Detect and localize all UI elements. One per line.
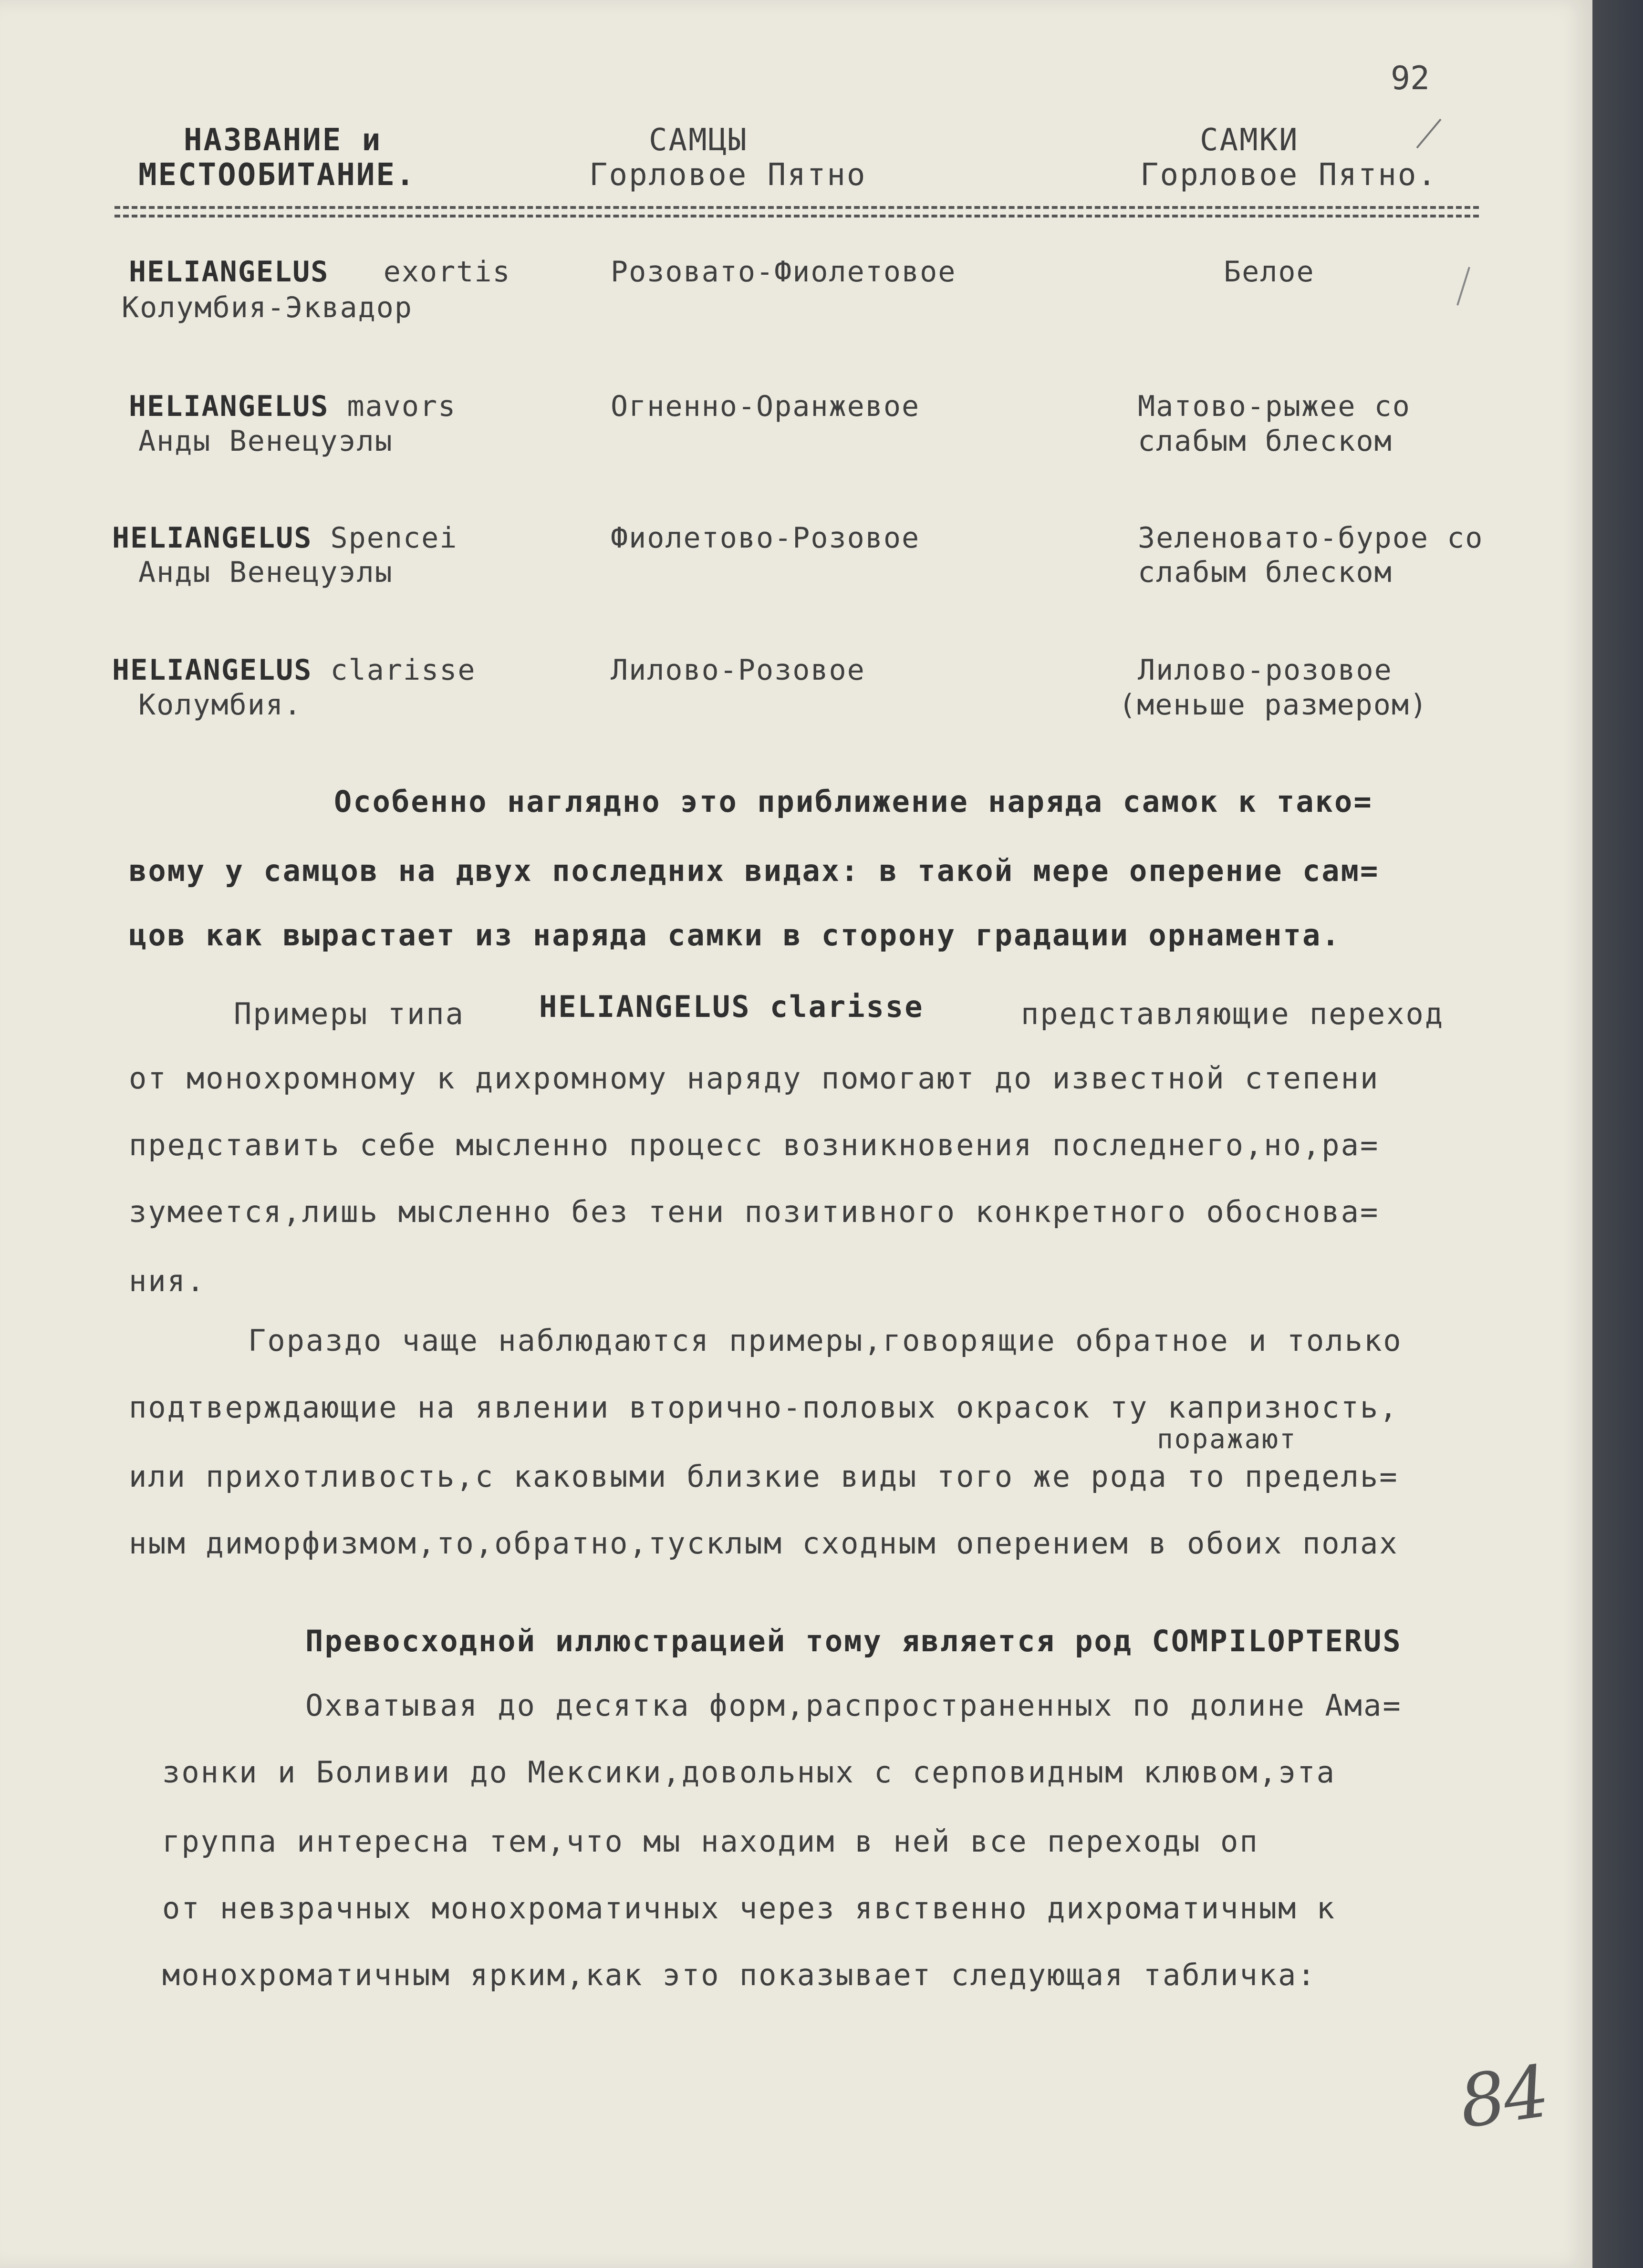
table-row-2-species <box>129 392 456 421</box>
table-row-3-male: Фиолетово-Розовое <box>611 521 920 555</box>
header-col1-line1: НАЗВАНИЕ и <box>184 123 382 158</box>
table-row-2-female-line1: Матово-рыжее со <box>1138 390 1411 423</box>
genus-name: HELIANGELUS <box>112 653 312 687</box>
paragraph-3-line-4: ным диморфизмом,то,обратно,тусклым сходным оперением в обоих полах <box>129 1526 1399 1561</box>
genus-name: HELIANGELUS <box>129 255 329 289</box>
table-row-2-male: Огненно-Оранжевое <box>611 390 920 423</box>
paragraph-4-line-4: группа интересна тем,что мы находим в ней все переходы оп <box>162 1824 1259 1859</box>
paragraph-4-line-1: Превосходной иллюстрацией тому является род COMPILOPTERUS <box>305 1624 1402 1658</box>
archive-number-handwritten <box>1454 2050 1553 2144</box>
pencil-marks <box>1412 110 1479 310</box>
paragraph-2-line-4: зумеется,лишь мысленно без тени позитивного конкретного обоснова= <box>129 1194 1380 1229</box>
table-row-4-female-line2: (меньше размером) <box>1119 688 1428 722</box>
paragraph-3-line-1: Гораздо чаще наблюдаются примеры,говорящие обратное и только <box>248 1323 1403 1358</box>
table-row-4-male: Лилово-Розовое <box>611 653 865 687</box>
table-row-3-locality: Анды Венецуэлы <box>138 556 393 589</box>
table-row-3-female-line2: слабым блеском <box>1138 556 1393 589</box>
header-col1-line2: МЕСТООБИТАНИЕ. <box>138 157 416 193</box>
species-name: Spencei <box>330 521 458 555</box>
paragraph-4-line-3: зонки и Боливии до Мексики,довольных с серповидным клювом,эта <box>162 1755 1336 1790</box>
species-name: clarisse <box>330 653 476 687</box>
paragraph-4-line-2: Охватывая до десятка форм,распространенных по долине Ама= <box>305 1688 1402 1723</box>
paragraph-3-line-2: подтверждающие на явлении вторично-половых окрасок ту капризность, <box>129 1390 1399 1425</box>
paragraph-1-line-3: цов как вырастает из наряда самки в сторону градации орнамента. <box>129 918 1341 953</box>
paragraph-3-line-3: или прихотливость,с каковыми близкие виды того же рода то предель= <box>129 1459 1399 1494</box>
table-row-3-female-line1: Зеленовато-бурое со <box>1138 521 1484 555</box>
page-number: 92 <box>1391 60 1430 97</box>
header-double-rule <box>114 204 1479 220</box>
table-row-2-female-line2: слабым блеском <box>1138 425 1393 458</box>
genus-name: HELIANGELUS <box>112 521 312 555</box>
archive-number-text: 84 <box>1454 2050 1553 2144</box>
paragraph-1-line-2: вому у самцов на двух последних видах: в такой мере оперение сам= <box>129 853 1380 888</box>
paragraph-2-line-5: ния. <box>129 1263 206 1298</box>
paragraph-2-start: Примеры типа <box>234 996 465 1031</box>
paragraph-2-line-3: представить себе мысленно процесс возникновения последнего,но,ра= <box>129 1128 1380 1162</box>
paragraph-3-insertion: поражают <box>1157 1424 1297 1455</box>
paragraph-4-line-6: монохроматичным ярким,как это показывает следующая табличка: <box>162 1957 1317 1992</box>
table-row-2-locality: Анды Венецуэлы <box>138 425 393 458</box>
species-name: mavors <box>347 390 457 423</box>
paragraph-2-line-2: от монохромному к дихромному наряду помогают до известной степени <box>129 1061 1380 1096</box>
table-row-4-locality: Колумбия. <box>138 688 302 722</box>
header-col3-line1: САМКИ <box>1200 123 1299 158</box>
table-row-1-female: Белое <box>1224 255 1315 289</box>
table-row-1-male: Розовато-Фиолетовое <box>611 255 957 289</box>
table-row-3-species <box>112 521 458 555</box>
header-col2-line2: Горловое Пятно <box>589 157 867 193</box>
header-col3-line2: Горловое Пятно. <box>1140 157 1437 193</box>
paragraph-2-end: представляющие переход <box>1021 996 1445 1031</box>
paragraph-1-line-1: Особенно наглядно это приближение наряда самок к тако= <box>334 784 1373 819</box>
genus-name: HELIANGELUS <box>129 390 329 423</box>
table-row-1-species <box>129 255 511 289</box>
species-name: exortis <box>383 255 511 289</box>
table-row-1-locality: Колумбия-Эквадор <box>122 291 413 324</box>
table-row-4-species <box>112 653 476 687</box>
paragraph-2-species: HELIANGELUS clarisse <box>539 989 924 1024</box>
header-col2-line1: САМЦЫ <box>649 123 748 158</box>
paragraph-4-line-5: от невзрачных монохроматичных через явственно дихроматичным к <box>162 1891 1336 1926</box>
table-row-4-female-line1: Лилово-розовое <box>1138 653 1393 687</box>
